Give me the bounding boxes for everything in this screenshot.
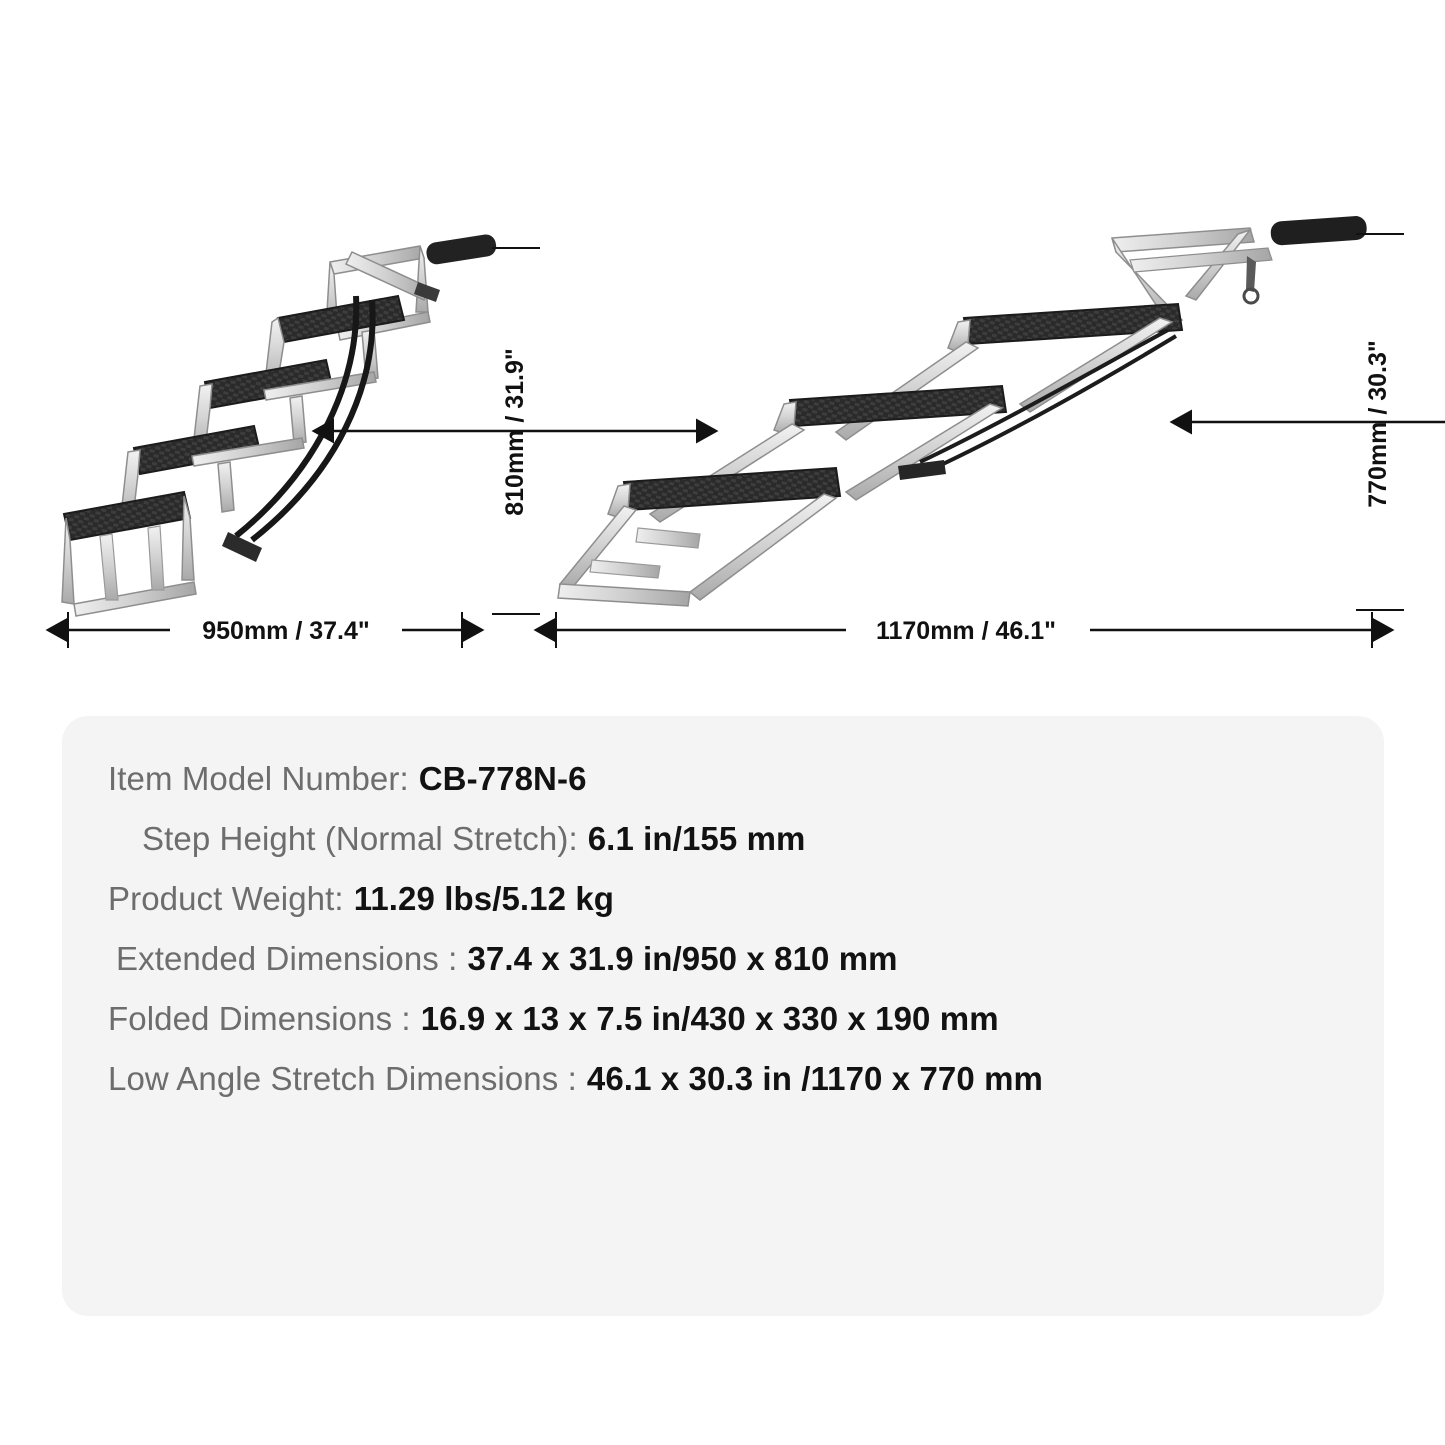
spec-value-folded-dimensions: 16.9 x 13 x 7.5 in/430 x 330 x 190 mm (420, 1000, 999, 1037)
spec-value-weight: 11.29 lbs/5.12 kg (353, 880, 615, 917)
left-product-illustration (62, 233, 498, 616)
spec-label-model: Item Model Number: (108, 760, 409, 797)
spec-value-extended-dimensions: 37.4 x 31.9 in/950 x 810 mm (467, 940, 898, 977)
left-width-label: 950mm / 37.4" (202, 617, 370, 645)
right-product-illustration (558, 215, 1367, 606)
left-width-dimension (68, 612, 462, 648)
right-width-label: 1170mm / 46.1" (875, 617, 1057, 645)
left-height-label: 810mm / 31.9" (501, 348, 529, 516)
spec-label-folded-dimensions: Folded Dimensions : (108, 1000, 411, 1037)
spec-row-low-angle-dimensions (108, 1060, 1338, 1098)
spec-row-extended-dimensions (116, 940, 1338, 978)
specifications-panel (62, 716, 1384, 1316)
right-height-label: 770mm / 30.3" (1364, 340, 1392, 508)
product-diagram (0, 0, 1445, 700)
spec-label-weight: Product Weight: (108, 880, 344, 917)
spec-value-step-height: 6.1 in/155 mm (587, 820, 806, 857)
spec-label-extended-dimensions: Extended Dimensions : (116, 940, 458, 977)
spec-label-low-angle-dimensions: Low Angle Stretch Dimensions : (108, 1060, 577, 1097)
spec-value-model: CB-778N-6 (418, 760, 587, 797)
spec-row-weight (108, 880, 1338, 918)
diagram-svg (0, 0, 1445, 700)
spec-row-folded-dimensions (108, 1000, 1338, 1038)
right-width-dimension (556, 612, 1372, 648)
right-height-dimension (1192, 234, 1445, 610)
spec-value-low-angle-dimensions: 46.1 x 30.3 in /1170 x 770 mm (586, 1060, 1043, 1097)
spec-row-model (108, 760, 1338, 798)
spec-row-step-height (142, 820, 1338, 858)
spec-label-step-height: Step Height (Normal Stretch): (142, 820, 578, 857)
